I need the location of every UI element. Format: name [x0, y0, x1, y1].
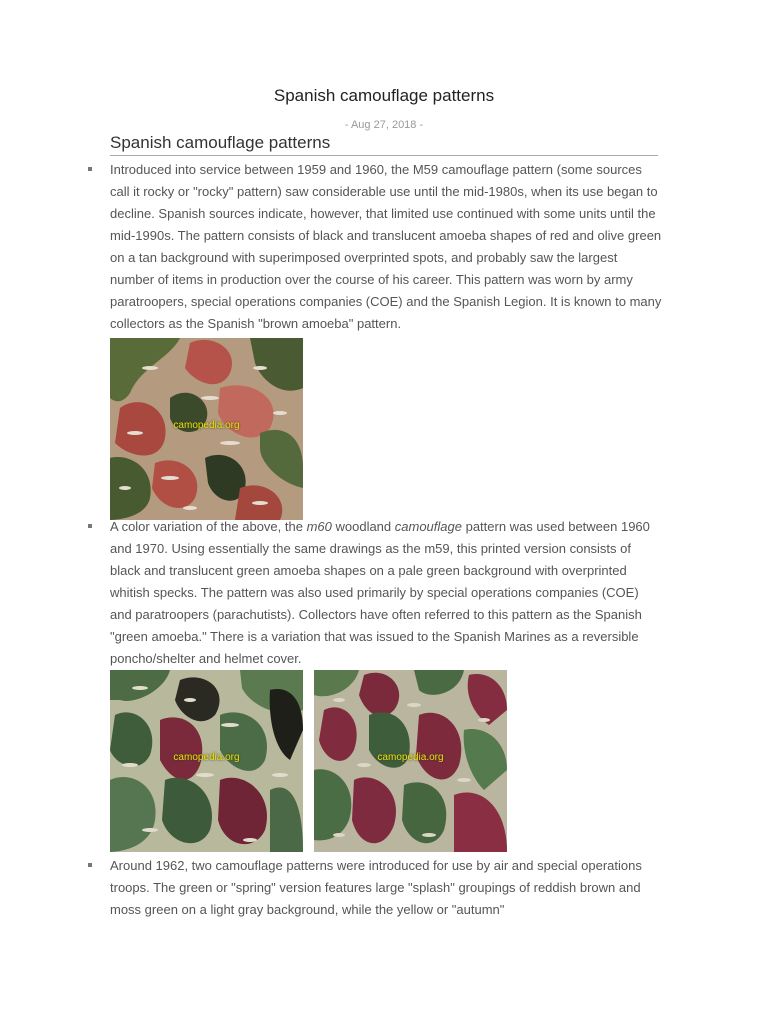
watermark: camopedia.org — [173, 420, 240, 431]
watermark: camopedia.org — [173, 752, 240, 763]
camo-image-m60 — [110, 670, 303, 852]
section-heading: Spanish camouflage patterns — [110, 133, 658, 156]
bullet-marker — [88, 524, 92, 528]
bullet-marker — [88, 863, 92, 867]
list-item — [110, 516, 662, 852]
image-row — [110, 670, 662, 852]
list-item — [110, 855, 662, 921]
image-row — [110, 338, 662, 520]
item-text: Around 1962, two camouflage patterns were introduced for use by air and special operations troops. The green or "spring" version features large "splash" groupings of reddish brown and moss green on a light gray background, while the yellow or "autumn" — [110, 858, 642, 917]
bullet-marker — [88, 167, 92, 171]
item-text: Introduced into service between 1959 and 1960, the M59 camouflage pattern (some sources call it rocky or "rocky" pattern) saw considerable use until the mid-1980s, when its use began to decline. Spanish sources indicate, however, that limited use continued with some units until the mid-1990s. The pattern consists of black and translucent amoeba shapes of red and olive green on a tan background with superimposed overprinted spots, and probably saw the largest number of items in production over the course of his career. This pattern was worn by army paratroopers, special operations companies (COE) and the Spanish Legion. It is known to many collectors as the Spanish "brown amoeba" pattern. — [110, 162, 662, 331]
camo-image-m59 — [110, 338, 303, 520]
list-item — [110, 159, 662, 520]
document-date: - Aug 27, 2018 - — [344, 119, 424, 131]
document-title: Spanish camouflage patterns — [273, 86, 495, 105]
watermark: camopedia.org — [377, 752, 444, 763]
item-text: A color variation of the above, the m60 woodland camouflage pattern was used between 1960 and 1970. Using essentially the same drawings as the m59, this printed version consists of black and translucent green amoeba shapes on a pale green background with overprinted whitish specks. The pattern was also used primarily by special operations companies (COE) and paratroopers (parachutists). Collectors have often referred to this pattern as the Spanish "green amoeba." There is a variation that was issued to the Spanish Marines as a reversible poncho/shelter and helmet cover. — [110, 519, 650, 666]
camo-image-m60-variant — [314, 670, 507, 852]
